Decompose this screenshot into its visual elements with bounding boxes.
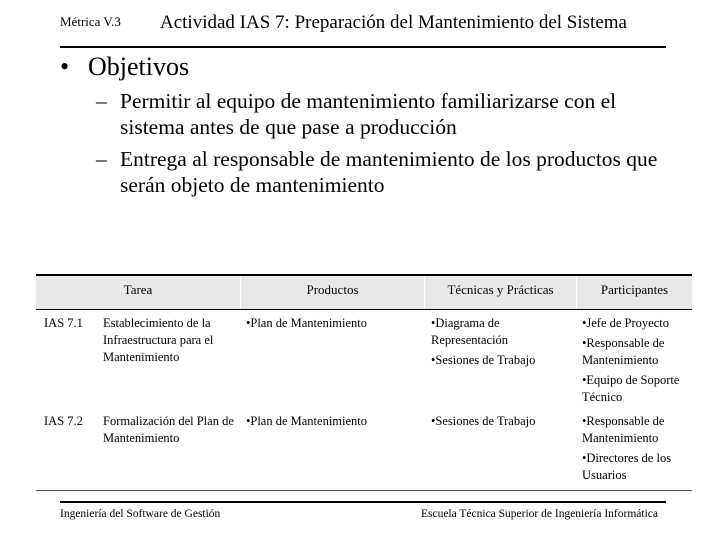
- participant-item: •Directores de los Usuarios: [582, 451, 672, 482]
- objective-item: [96, 146, 680, 198]
- row-products: [246, 315, 421, 335]
- dash-icon: –: [96, 147, 107, 171]
- table-header-border: [36, 309, 692, 310]
- column-header-tarea: Tarea: [123, 282, 153, 297]
- header-rule: [60, 46, 666, 48]
- product-item: •Plan de Mantenimiento: [246, 414, 368, 428]
- row-participants: [582, 413, 690, 487]
- objective-text: Permitir al equipo de mantenimiento familiarizarse con el sistema antes de que pase a producción: [120, 89, 617, 139]
- dash-icon: –: [96, 89, 107, 113]
- row-task: Establecimiento de la Infraestructura para el Mantenimiento: [103, 316, 214, 364]
- row-products: [246, 413, 421, 433]
- row-id: IAS 7.1: [44, 316, 83, 330]
- footer-left: Ingeniería del Software de Gestión: [60, 508, 221, 520]
- column-header-tecnicas: Técnicas y Prácticas: [447, 282, 554, 297]
- participant-item: •Equipo de Soporte Técnico: [582, 373, 680, 404]
- table-bottom-border: [36, 490, 692, 491]
- bullet-icon: •: [60, 52, 70, 81]
- footer-rule: [60, 501, 666, 503]
- objectives-label: Objetivos: [88, 52, 190, 81]
- participant-item: •Jefe de Proyecto: [582, 316, 669, 330]
- row-techniques: [431, 413, 571, 433]
- product-item: •Plan de Mantenimiento: [246, 316, 368, 330]
- row-techniques: [431, 315, 571, 372]
- objectives-heading: [60, 52, 189, 82]
- technique-item: •Diagrama de Representación: [431, 316, 509, 347]
- objective-text: Entrega al responsable de mantenimiento de los productos que serán objeto de mantenimiento: [120, 147, 658, 197]
- row-id: IAS 7.2: [44, 414, 83, 428]
- participant-item: •Responsable de Mantenimiento: [582, 414, 665, 445]
- doc-label: Métrica V.3: [60, 14, 121, 29]
- technique-item: •Sesiones de Trabajo: [431, 414, 536, 428]
- footer-right: Escuela Técnica Superior de Ingeniería Informática: [420, 508, 658, 520]
- row-task: Formalización del Plan de Mantenimiento: [103, 414, 234, 445]
- participant-item: •Responsable de Mantenimiento: [582, 336, 665, 367]
- column-header-productos: Productos: [306, 282, 359, 297]
- objective-item: [96, 88, 680, 140]
- row-participants: [582, 315, 690, 409]
- column-header-participantes: Participantes: [600, 282, 669, 297]
- page-title: Actividad IAS 7: Preparación del Mantenimiento del Sistema: [160, 12, 627, 33]
- technique-item: •Sesiones de Trabajo: [431, 353, 536, 367]
